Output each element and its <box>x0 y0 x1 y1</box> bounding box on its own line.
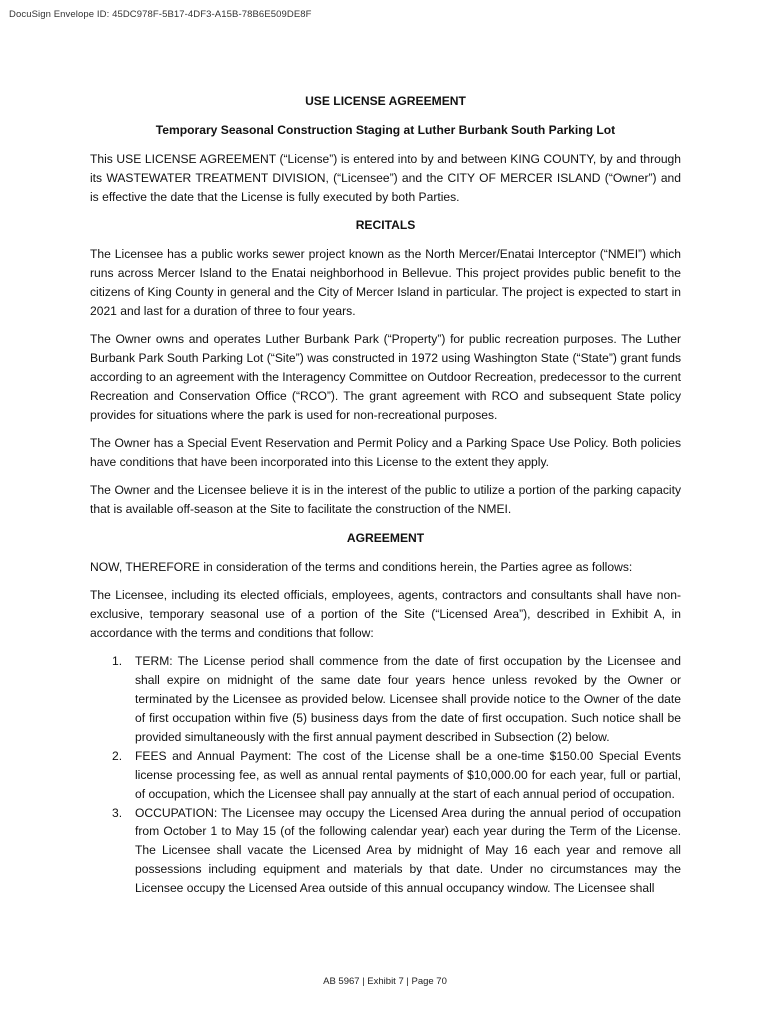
intro-paragraph: This USE LICENSE AGREEMENT (“License”) is entered into by and between KING COUNTY, by and through its WASTEWATER TREATMENT DIVISION, (“Licensee”) and the CITY OF MERCER ISLAND (“Owner”) and is effective the date that the License is fully executed by both Parties. <box>90 151 681 204</box>
list-item-number: 3. <box>112 805 123 820</box>
list-item-text: OCCUPATION: The Licensee may occupy the Licensed Area during the annual period of occupation from October 1 to May 15 (of the following calendar year) each year during the Term of the License. The Licensee shall vacate the Licensed Area by midnight of May 16 each year and remove all possessions including equipment and materials by that date. Under no circumstances may the Licensee occupy the Licensed Area outside of this annual occupancy window. The Licensee shall <box>135 805 681 896</box>
page-footer: AB 5967 | Exhibit 7 | Page 70 <box>323 976 447 987</box>
document-subtitle: Temporary Seasonal Construction Staging at Luther Burbank South Parking Lot <box>155 122 616 137</box>
recitals-heading: RECITALS <box>355 218 416 233</box>
list-item-text: FEES and Annual Payment: The cost of the License shall be a one-time $150.00 Special Events license processing fee, as well as annual rental payments of $10,000.00 for each year, full or partial, of occupation, which the Licensee shall pay annually at the start of each annual period of occupation. <box>135 748 681 801</box>
agreement-intro-paragraph: NOW, THEREFORE in consideration of the terms and conditions herein, the Parties agree as follows: <box>90 559 633 574</box>
docusign-envelope-id: DocuSign Envelope ID: 45DC978F-5B17-4DF3-A15B-78B6E509DE8F <box>9 9 312 20</box>
list-item-text: TERM: The License period shall commence from the date of first occupation by the Licensee and shall expire on midnight of the same date four years hence unless revoked by the Owner or terminated by the Licensee as provided below. Licensee shall provide notice to the Owner of the date of first occupation within five (5) business days from the date of first occupation. Such notice shall be provided simultaneously with the first annual payment described in Subsection (2) below. <box>135 654 681 744</box>
list-item-number: 1. <box>112 654 123 669</box>
terms-list <box>90 652 681 898</box>
recital-paragraph: The Owner owns and operates Luther Burbank Park (“Property”) for public recreation purposes. The Luther Burbank Park South Parking Lot (“Site”) was constructed in 1972 using Washington State (“State”) grant funds according to an agreement with the Interagency Committee on Outdoor Recreation, predecessor to the current Recreation and Conservation Office (“RCO”). The grant agreement with RCO and subsequent State policy provides for situations where the park is used for non-recreational purposes. <box>90 332 681 422</box>
document-title: USE LICENSE AGREEMENT <box>305 94 466 108</box>
list-item-fees <box>90 747 681 804</box>
recital-paragraph: The Owner and the Licensee believe it is in the interest of the public to utilize a portion of the parking capacity that is available off-season at the Site to facilitate the construction of the NMEI. <box>90 483 681 517</box>
list-item-number: 2. <box>112 748 123 763</box>
recital-paragraph: The Owner has a Special Event Reservation and Permit Policy and a Parking Space Use Policy. Both policies have conditions that have been incorporated into this License to the extent they apply. <box>90 436 681 469</box>
document-body <box>90 92 681 898</box>
list-item-occupation <box>90 804 681 899</box>
agreement-paragraph: The Licensee, including its elected officials, employees, agents, contractors and consultants shall have non-exclusive, temporary seasonal use of a portion of the Site (“Licensed Area”), described in Exhibit A, in accordance with the terms and conditions that follow: <box>90 588 681 640</box>
agreement-heading: AGREEMENT <box>346 530 425 545</box>
list-item-term <box>90 652 681 747</box>
recital-paragraph: The Licensee has a public works sewer project known as the North Mercer/Enatai Interceptor (“NMEI”) which runs across Mercer Island to the Enatai neighborhood in Bellevue. This project provides public benefit to the citizens of King County in general and the City of Mercer Island in particular. The project is expected to start in 2021 and last for a duration of three to four years. <box>90 246 681 318</box>
